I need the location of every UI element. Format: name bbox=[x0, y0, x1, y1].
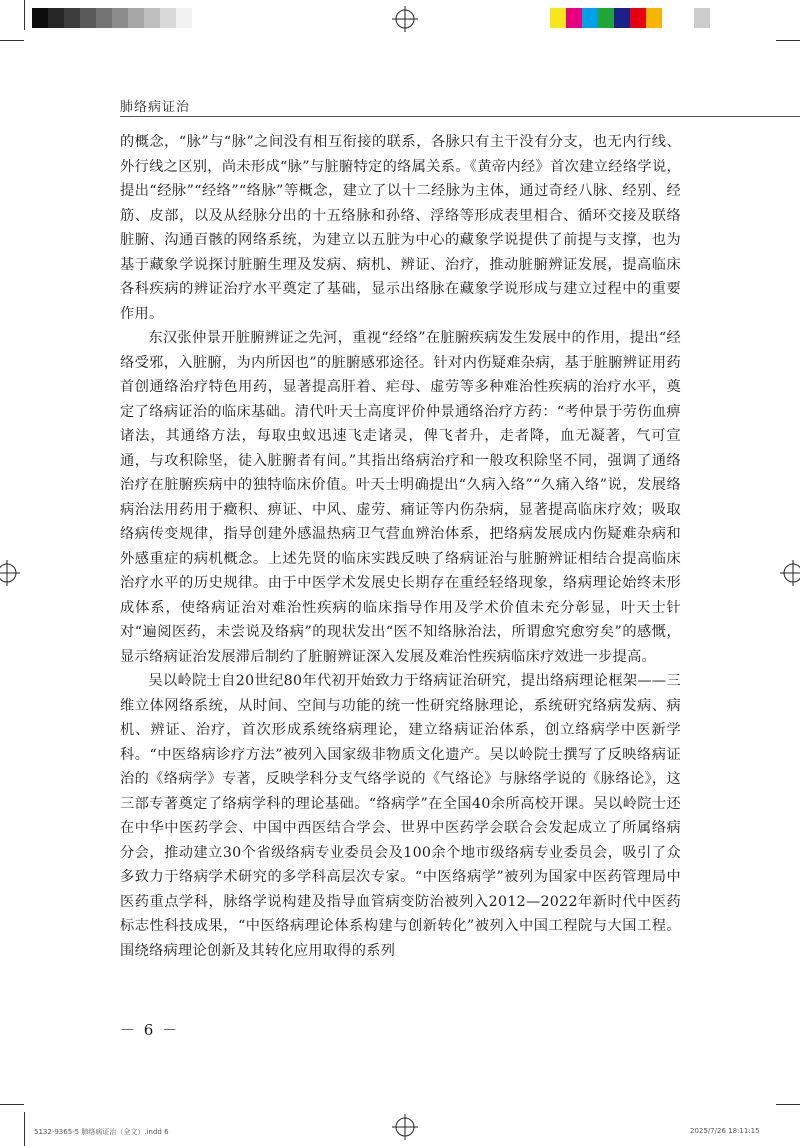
color-swatch bbox=[662, 8, 678, 28]
registration-mark-top bbox=[392, 6, 418, 32]
crop-mark bbox=[0, 1104, 24, 1105]
color-swatch bbox=[96, 8, 112, 28]
color-swatch bbox=[176, 8, 192, 28]
running-head-title: 肺络病证治 bbox=[120, 100, 191, 115]
gray-calibration-bar bbox=[32, 8, 192, 28]
color-swatch bbox=[566, 8, 582, 28]
crop-mark bbox=[776, 40, 800, 41]
color-swatch bbox=[160, 8, 176, 28]
crop-mark bbox=[776, 1104, 800, 1105]
crop-mark bbox=[24, 0, 25, 30]
color-swatch bbox=[598, 8, 614, 28]
color-swatch bbox=[646, 8, 662, 28]
header-rule bbox=[120, 116, 800, 117]
color-swatch bbox=[80, 8, 96, 28]
color-swatch bbox=[112, 8, 128, 28]
color-swatch bbox=[678, 8, 694, 28]
color-swatch bbox=[32, 8, 48, 28]
color-swatch bbox=[694, 8, 710, 28]
slug-file-info: 5132-9365-5 肺络病证治（全文）.indd 6 bbox=[34, 1128, 169, 1136]
registration-mark-bottom bbox=[392, 1114, 418, 1140]
color-swatch bbox=[128, 8, 144, 28]
registration-mark-left bbox=[0, 560, 20, 586]
slug-date-info: 2025/7/26 18:11:15 bbox=[690, 1127, 760, 1135]
crop-mark bbox=[0, 40, 24, 41]
paragraph: 东汉张仲景开脏腑辨证之先河，重视“经络”在脏腑疾病发生发展中的作用，提出“经络受邪，入脏腑，为内所因也”的脏腑感邪途径。针对内伤疑难杂病，基于脏腑辨证用药首创通络治疗特色用药，显著提高肝着、疟母、虚劳等多种难治性疾病的治疗水平，奠定了络病证治的临床基础。清代叶天士高度评价仲景通络治疗方药：“考仲景于劳伤血痹诸法，其通络方法，每取虫蚁迅速飞走诸灵，俾飞者升，走者降，血无凝著，气可宣通，与攻积除坚，徒入脏腑者有间。”其指出络病治疗和一般攻积除坚不同，强调了通络治疗在脏腑疾病中的独特临床价值。叶天士明确提出“久病入络”“久痛入络”说，发展络病治法用药用于癥积、痹证、中风、虚劳、痛证等内伤杂病，显著提高临床疗效；吸取络病传变规律，指导创建外感温热病卫气营血辨治体系，把络病发展成内伤疑难杂病和外感重症的病机概念。上述先贤的临床实践反映了络病证治与脏腑辨证相结合提高临床治疗水平的历史规律。由于中医学术发展史长期存在重经轻络现象，络病理论始终未形成体系，使络病证治对难治性疾病的临床指导作用及学术价值未充分彰显，叶天士针对“遍阅医药，未尝说及络病”的现状发出“医不知络脉治法，所谓愈究愈穷矣”的感慨，显示络病证治发展滞后制约了脏腑辨证深入发展及难治性疾病临床疗效进一步提高。 bbox=[120, 330, 681, 665]
color-swatch bbox=[710, 8, 726, 28]
page-number: － 6 － bbox=[120, 1021, 180, 1039]
paragraph: 的概念，“脉”与“脉”之间没有相互衔接的联系，各脉只有主干没有分支，也无内行线、外行线之区别，尚未形成“脉”与脏腑特定的络属关系。《黄帝内经》首次建立经络学说，提出“经脉”“经络”“络脉”等概念，建立了以十二经脉为主体，通过奇经八脉、经别、经筋、皮部，以及从经脉分出的十五络脉和孙络、浮络等形成表里相合、循环交接及联络脏腑、沟通百骸的网络系统，为建立以五脏为中心的藏象学说提供了前提与支撑，也为基于藏象学说探讨脏腑生理及发病、病机、辨证、治疗，推动脏腑辨证发展，提高临床各科疾病的辨证治疗水平奠定了基础，显示出络脉在藏象学说形成与建立过程中的重要作用。 bbox=[120, 134, 681, 322]
color-swatch bbox=[144, 8, 160, 28]
registration-mark-right bbox=[780, 560, 800, 586]
color-calibration-bar bbox=[550, 8, 726, 28]
color-swatch bbox=[614, 8, 630, 28]
color-swatch bbox=[582, 8, 598, 28]
color-swatch bbox=[550, 8, 566, 28]
body-text bbox=[120, 130, 681, 963]
paragraph: 吴以岭院士自20世纪80年代初开始致力于络病证治研究，提出络病理论框架——三维立体网络系统，从时间、空间与功能的统一性研究络脉理论，系统研究络病发病、病机、辨证、治疗，首次形成系统络病理论，建立络病证治体系，创立络病学中医新学科。“中医络病诊疗方法”被列入国家级非物质文化遗产。吴以岭院士撰写了反映络病证治的《络病学》专著，反映学科分支气络学说的《气络论》与脉络学说的《脉络论》，这三部专著奠定了络病学科的理论基础。“络病学”在全国40余所高校开课。吴以岭院士还在中华中医药学会、中国中西医结合学会、世界中医药学会联合会发起成立了所属络病分会，推动建立30个省级络病专业委员会及100余个地市级络病专业委员会，吸引了众多致力于络病学术研究的多学科高层次专家。“中医络病学”被列为国家中医药管理局中医药重点学科，脉络学说构建及指导血管病变防治被列入2012—2022年新时代中医药标志性科技成果，“中医络病理论体系构建与创新转化”被列入中国工程院与大国工程。围绕络病理论创新及其转化应用取得的系列 bbox=[120, 673, 681, 959]
crop-mark bbox=[24, 1112, 25, 1146]
color-swatch bbox=[64, 8, 80, 28]
color-swatch bbox=[48, 8, 64, 28]
color-swatch bbox=[630, 8, 646, 28]
